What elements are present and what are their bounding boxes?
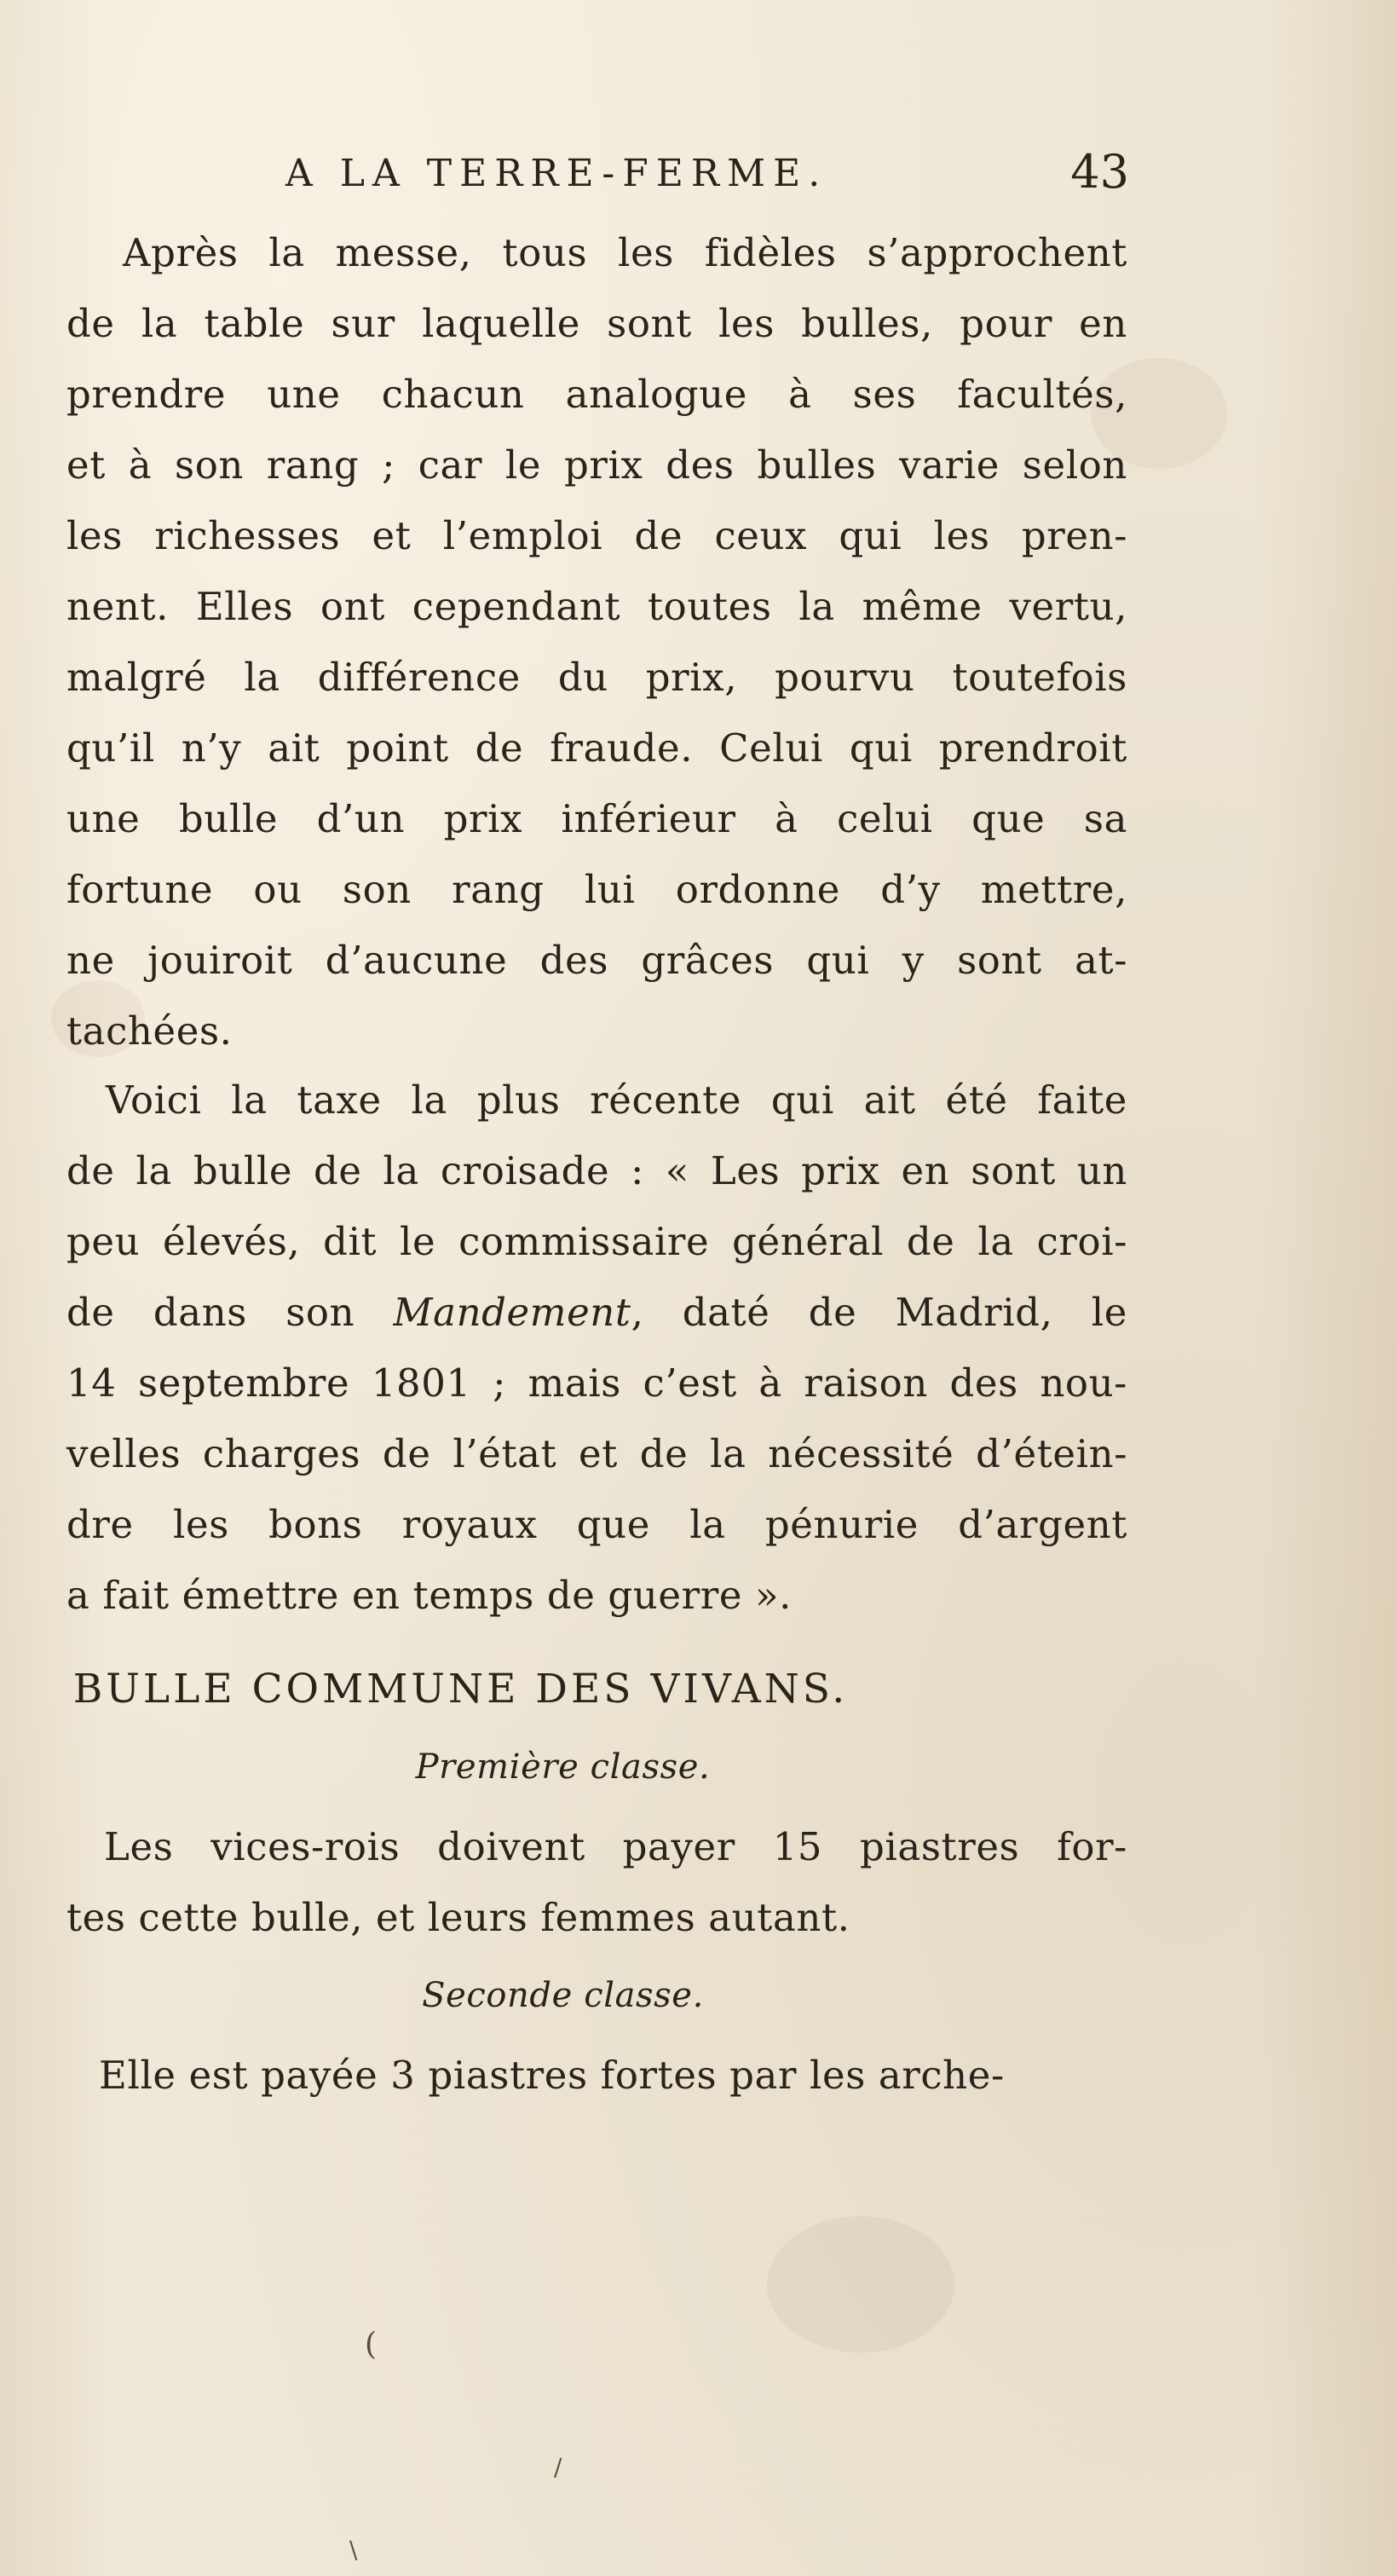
- subheading-seconde-classe: Seconde classe.: [422, 1976, 704, 2015]
- text-line: malgré la différence du prix, pourvu toutefois: [66, 655, 1127, 700]
- text-line: tachées.: [66, 1008, 233, 1054]
- text-line: nent. Elles ont cependant toutes la même vertu,: [66, 584, 1127, 629]
- text-line: les richesses et l’emploi de ceux qui les pren-: [66, 513, 1127, 558]
- text-line: 14 septembre 1801 ; mais c’est à raison des nou-: [66, 1360, 1127, 1406]
- text-line: velles charges de l’état et de la nécessité d’étein-: [66, 1431, 1127, 1476]
- text-line: a fait émettre en temps de guerre ».: [66, 1573, 793, 1618]
- text-line: Voici la taxe la plus récente qui ait été faite: [106, 1077, 1127, 1123]
- text-line: Les vices-rois doivent payer 15 piastres for-: [104, 1824, 1127, 1869]
- page-number: 43: [1070, 145, 1129, 199]
- text-line: Après la messe, tous les fidèles s’approchent: [123, 230, 1127, 275]
- text-line: de la bulle de la croisade : « Les prix en sont un: [66, 1148, 1127, 1193]
- paper-stain: [767, 2216, 954, 2353]
- section-heading: BULLE COMMUNE DES VIVANS.: [72, 1666, 849, 1713]
- text-segment: de dans son: [66, 1290, 394, 1335]
- text-line: une bulle d’un prix inférieur à celui que sa: [66, 796, 1127, 841]
- text-line: peu élevés, dit le commissaire général de la croi-: [66, 1219, 1127, 1264]
- page-header: [285, 143, 1129, 211]
- running-title: A LA TERRE-FERME.: [285, 152, 828, 195]
- text-line: Elle est payée 3 piastres fortes par les arche-: [99, 2053, 1005, 2098]
- text-line: dre les bons royaux que la pénurie d’argent: [66, 1502, 1127, 1547]
- text-line: fortune ou son rang lui ordonne d’y mettre,: [66, 867, 1127, 912]
- text-line: de la table sur laquelle sont les bulles, pour en: [66, 301, 1127, 346]
- stray-ink-mark: /: [554, 2453, 562, 2481]
- text-line: tes cette bulle, et leurs femmes autant.: [66, 1895, 850, 1940]
- text-line: ne jouiroit d’aucune des grâces qui y sont at-: [66, 938, 1127, 983]
- subheading-premiere-classe: Première classe.: [415, 1747, 711, 1787]
- stray-ink-mark: \: [349, 2536, 358, 2564]
- text-line: et à son rang ; car le prix des bulles varie selon: [66, 442, 1127, 488]
- stray-ink-mark: (: [365, 2327, 378, 2362]
- text-segment: , daté de Madrid, le: [631, 1290, 1127, 1335]
- text-line: qu’il n’y ait point de fraude. Celui qui prendroit: [66, 725, 1127, 771]
- text-line: prendre une chacun analogue à ses facultés,: [66, 372, 1127, 417]
- text-line: [66, 1290, 1127, 1335]
- italic-title: Mandement: [393, 1290, 631, 1335]
